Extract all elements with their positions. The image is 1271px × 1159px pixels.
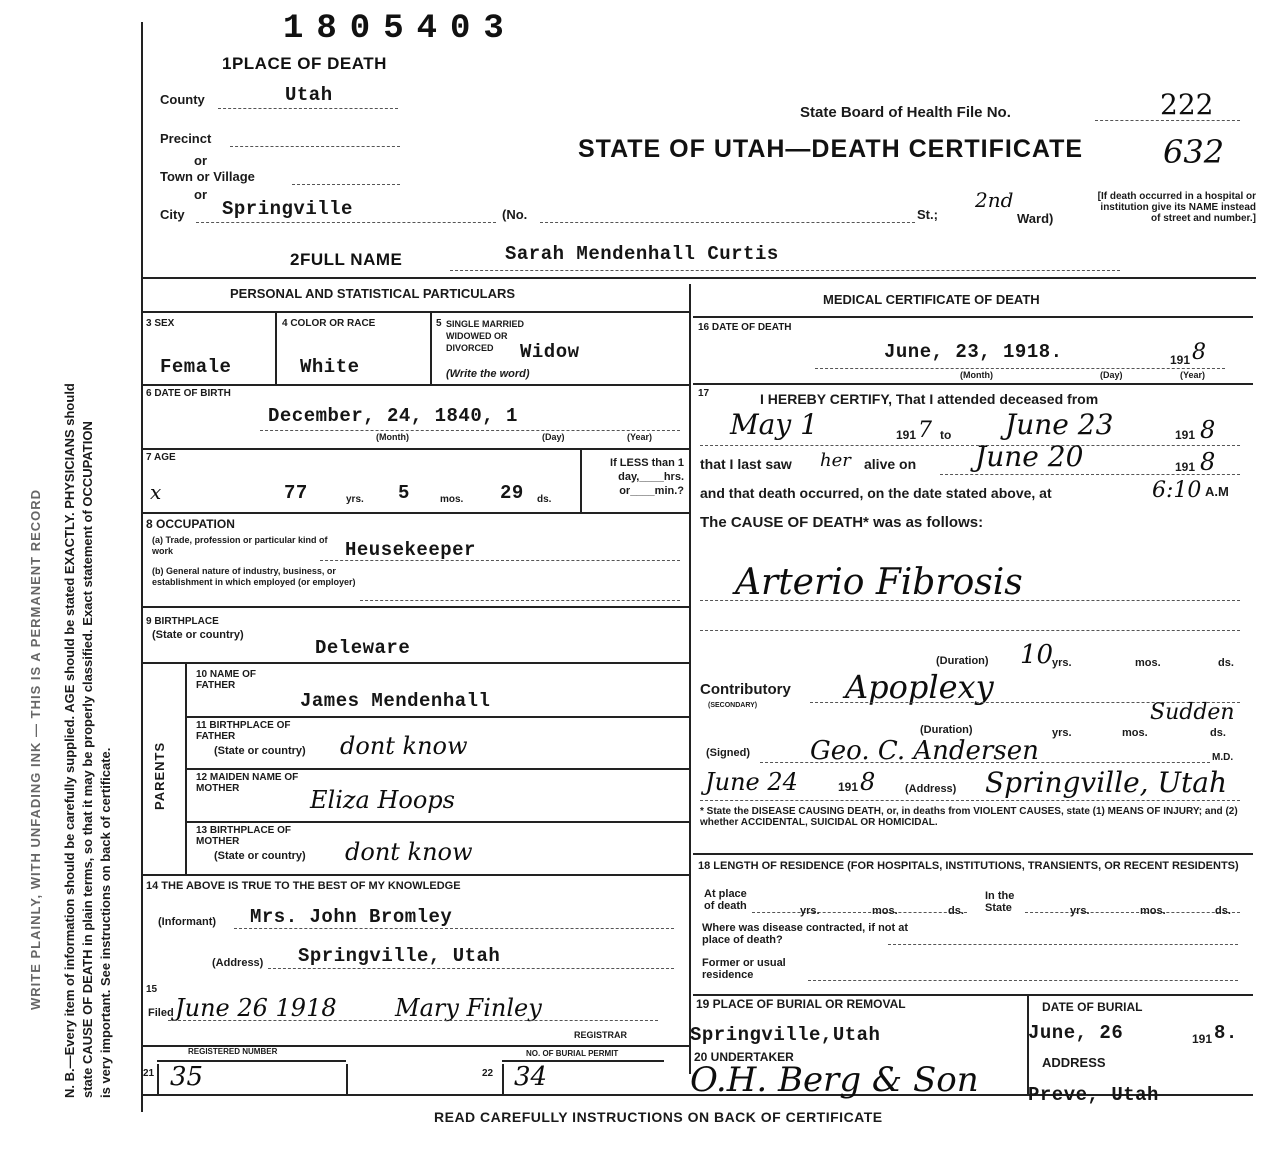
item-21: 21 <box>143 1068 155 1079</box>
dob-value: December, 24, 1840, 1 <box>268 405 518 427</box>
county-label: County <box>160 92 205 107</box>
date-of-death-label: 16 DATE OF DEATH <box>698 322 792 333</box>
registrar-label: REGISTRAR <box>574 1030 628 1040</box>
cause-label: The CAUSE OF DEATH* was as follows: <box>700 514 984 531</box>
informant-value: Mrs. John Bromley <box>250 906 453 928</box>
mother-name-value: Eliza Hoops <box>310 786 455 814</box>
age-ds-caption: ds. <box>537 494 552 505</box>
occupation-label: 8 OCCUPATION <box>146 517 235 531</box>
in-state-mos: mos. <box>1140 905 1166 917</box>
duration-mos-1: mos. <box>1135 657 1161 669</box>
informant-address-label: (Address) <box>212 957 264 969</box>
certificate-title: STATE OF UTAH—DEATH CERTIFICATE <box>578 135 1084 163</box>
cause-footnote: * State the DISEASE CAUSING DEATH, or, in deaths from VIOLENT CAUSES, state (1) MEANS OF INJURY; and (2) whether ACCIDENTAL, SUICIDAL OR HOMICIDAL. <box>700 806 1238 828</box>
ward-label: Ward) <box>1017 211 1054 226</box>
reg-number-label: REGISTERED NUMBER <box>188 1047 278 1056</box>
dob-year-caption: (Year) <box>627 432 653 442</box>
mother-name-label: 12 MAIDEN NAME OF MOTHER <box>196 772 299 794</box>
informant-label: (Informant) <box>158 916 217 928</box>
duration-ds-2: ds. <box>1210 727 1226 739</box>
duration-mos-2: mos. <box>1122 727 1148 739</box>
dob-month-caption: (Month) <box>376 432 409 442</box>
to-year: 8 <box>1200 416 1216 444</box>
burial-year-value: 8. <box>1214 1022 1238 1044</box>
filed-date: June 26 1918 <box>175 994 337 1022</box>
last-saw-year: 8 <box>1200 448 1216 476</box>
last-saw-text: that I last saw <box>700 456 792 472</box>
at-place-label: At place of death <box>704 888 747 912</box>
place-of-death-label: 1PLACE OF DEATH <box>222 54 387 73</box>
from-year: 7 <box>918 418 932 443</box>
age-days: 29 <box>500 482 524 504</box>
at-place-ds: ds. <box>948 905 964 917</box>
age-mark: x <box>150 480 162 504</box>
her-written: her <box>820 450 851 471</box>
footer-instructions: READ CAREFULLY INSTRUCTIONS ON BACK OF CERTIFICATE <box>434 1109 883 1125</box>
undertaker-address-value: Preve, Utah <box>1028 1084 1159 1106</box>
at-place-mos: mos. <box>872 905 898 917</box>
reg-number-value: 35 <box>170 1062 204 1092</box>
or-label-2: or <box>194 187 207 202</box>
item-17: 17 <box>698 388 710 399</box>
sex-value: Female <box>160 356 232 378</box>
dod-year-written: 8 <box>1192 340 1206 365</box>
duration-yrs-1: yrs. <box>1052 657 1072 669</box>
informant-address-value: Springville, Utah <box>298 945 501 967</box>
father-bp-value: dont know <box>340 732 468 760</box>
dod-month-caption: (Month) <box>960 370 993 380</box>
street-label: St.; <box>917 207 938 222</box>
attended-to: June 23 <box>1005 408 1114 441</box>
mother-bp-sub: (State or country) <box>214 850 306 862</box>
signed-date: June 24 <box>705 768 798 796</box>
physician-signature: Geo. C. Andersen <box>810 736 1039 766</box>
last-saw-date: June 20 <box>975 440 1084 473</box>
color-value: White <box>300 356 360 378</box>
dod-year-caption: (Year) <box>1180 370 1206 380</box>
in-state-label: In the State <box>985 890 1015 914</box>
age-months: 5 <box>398 482 410 504</box>
date-of-death-value: June, 23, 1918. <box>884 341 1063 363</box>
filed-label: Filed <box>148 1007 174 1019</box>
street-no-label: (No. <box>502 207 528 222</box>
burial-permit-value: 34 <box>514 1062 548 1092</box>
burial-place-value: Springville,Utah <box>690 1024 881 1046</box>
undertaker-value: O.H. Berg & Son <box>690 1060 979 1100</box>
duration-ds-1: ds. <box>1218 657 1234 669</box>
age-yrs-caption: yrs. <box>346 494 364 505</box>
father-name-label: 10 NAME OF FATHER <box>196 669 257 691</box>
am-label: A.M <box>1205 484 1229 499</box>
instructions-line1: N. B.—Every item of information should be carefully supplied. AGE should be stated EXACTLY. PHYSICIANS should <box>62 383 77 1098</box>
age-years: 77 <box>284 482 308 504</box>
county-value: Utah <box>285 84 333 106</box>
occupation-a-label: (a) Trade, profession or particular kind of work <box>152 535 328 556</box>
occupation-value: Heusekeeper <box>345 539 476 561</box>
birthplace-value: Deleware <box>315 637 411 659</box>
to-year-prefix: 191 <box>1175 428 1196 442</box>
burial-place-label: 19 PLACE OF BURIAL OR REMOVAL <box>696 997 906 1011</box>
duration-yrs-2: yrs. <box>1052 727 1072 739</box>
dod-prefix: 191 <box>1170 353 1191 367</box>
precinct-label: Precinct <box>160 131 212 146</box>
medical-heading: MEDICAL CERTIFICATE OF DEATH <box>823 292 1040 307</box>
mother-bp-value: dont know <box>345 838 473 866</box>
former-residence-label: Former or usual residence <box>702 957 786 981</box>
registrar-signature: Mary Finley <box>395 994 542 1022</box>
city-label: City <box>160 207 185 222</box>
father-bp-sub: (State or country) <box>214 745 306 757</box>
to-label: to <box>940 428 952 442</box>
burial-date-value: June, 26 <box>1028 1022 1124 1044</box>
birthplace-label: 9 BIRTHPLACE <box>146 616 219 627</box>
signed-label: (Signed) <box>706 747 750 759</box>
burial-year-prefix: 191 <box>1192 1032 1213 1046</box>
sudden-note: Sudden <box>1150 700 1235 725</box>
signed-year-prefix: 191 <box>838 780 859 794</box>
undertaker-address-label: ADDRESS <box>1042 1055 1106 1070</box>
birthplace-sub: (State or country) <box>152 629 244 641</box>
knowledge-label: 14 THE ABOVE IS TRUE TO THE BEST OF MY KNOWLEDGE <box>146 880 461 892</box>
file-no-label: State Board of Health File No. <box>800 104 1011 121</box>
item-22: 22 <box>482 1068 494 1079</box>
dod-day-caption: (Day) <box>1100 370 1123 380</box>
signed-year: 8 <box>860 768 876 796</box>
less-than-day: If LESS than 1 day,____hrs. or____min.? <box>610 457 684 497</box>
alive-on-text: alive on <box>864 456 917 472</box>
contracted-label: Where was disease contracted, if not at place of death? <box>702 922 909 946</box>
death-occurred-text: and that death occurred, on the date stated above, at <box>700 485 1052 501</box>
duration-label-1: (Duration) <box>936 655 989 667</box>
undertaker-label: 20 UNDERTAKER <box>694 1050 794 1064</box>
physician-address: Springville, Utah <box>985 766 1228 799</box>
from-year-prefix: 191 <box>896 428 917 442</box>
contributory-value: Apoplexy <box>845 668 994 706</box>
age-mos-caption: mos. <box>440 494 464 505</box>
in-state-yrs: yrs. <box>1070 905 1090 917</box>
marital-number: 5 <box>436 318 442 329</box>
marital-write-note: (Write the word) <box>446 368 530 380</box>
certify-text: I HEREBY CERTIFY, That I attended deceased from <box>760 391 1099 407</box>
parents-label: PARENTS <box>152 741 167 810</box>
at-place-yrs: yrs. <box>800 905 820 917</box>
item-15: 15 <box>146 984 158 995</box>
cause-value: Arterio Fibrosis <box>735 562 1023 603</box>
personal-heading: PERSONAL AND STATISTICAL PARTICULARS <box>230 286 516 301</box>
full-name-value: Sarah Mendenhall Curtis <box>505 243 779 265</box>
father-bp-label: 11 BIRTHPLACE OF FATHER <box>196 720 291 742</box>
contributory-label: Contributory <box>700 681 791 698</box>
death-time: 6:10 <box>1152 478 1202 503</box>
handwritten-number: 632 <box>1163 133 1225 171</box>
burial-date-label: DATE OF BURIAL <box>1042 1000 1143 1014</box>
in-state-ds: ds. <box>1215 905 1231 917</box>
secondary-label: (SECONDARY) <box>708 702 758 709</box>
file-no-value: 222 <box>1160 88 1214 121</box>
last-saw-prefix: 191 <box>1175 460 1196 474</box>
attended-from: May 1 <box>730 408 818 441</box>
dob-label: 6 DATE OF BIRTH <box>146 388 231 399</box>
residence-label: 18 LENGTH OF RESIDENCE (FOR HOSPITALS, INSTITUTIONS, TRANSIENTS, OR RECENT RESIDENTS) <box>698 860 1239 872</box>
md-label: M.D. <box>1212 752 1234 763</box>
duration-value-1: 10 <box>1020 640 1054 670</box>
sex-label: 3 SEX <box>146 318 175 329</box>
marital-value: Widow <box>520 341 580 363</box>
instructions-line2: state CAUSE OF DEATH in plain terms, so that it may be properly classified. Exact statement of OCCUPATION <box>80 421 95 1098</box>
duration-label-2: (Duration) <box>920 724 973 736</box>
occupation-b-label: (b) General nature of industry, business, or establishment in which employed (or employer) <box>152 566 356 587</box>
margin-permanent-record: WRITE PLAINLY, WITH UNFADING INK — THIS IS A PERMANENT RECORD <box>28 488 43 1010</box>
or-label-1: or <box>194 153 207 168</box>
mother-bp-label: 13 BIRTHPLACE OF MOTHER <box>196 825 292 847</box>
physician-address-label: (Address) <box>905 783 957 795</box>
instructions-line3: is very important. See instructions on back of certificate. <box>98 747 113 1098</box>
age-label: 7 AGE <box>146 452 176 463</box>
marital-label: SINGLE MARRIED WIDOWED OR DIVORCED <box>446 319 525 353</box>
dob-day-caption: (Day) <box>542 432 565 442</box>
full-name-label: 2FULL NAME <box>290 250 403 269</box>
hospital-note: [If death occurred in a hospital or institution give its NAME instead of street and number.] <box>1097 191 1256 224</box>
city-value: Springville <box>222 198 353 220</box>
color-label: 4 COLOR OR RACE <box>282 318 376 329</box>
burial-permit-label: NO. OF BURIAL PERMIT <box>526 1049 619 1058</box>
town-label: Town or Village <box>160 169 255 184</box>
certificate-number: 1805403 <box>283 10 517 48</box>
father-name-value: James Mendenhall <box>300 690 491 712</box>
ward-value: 2nd <box>975 188 1014 212</box>
